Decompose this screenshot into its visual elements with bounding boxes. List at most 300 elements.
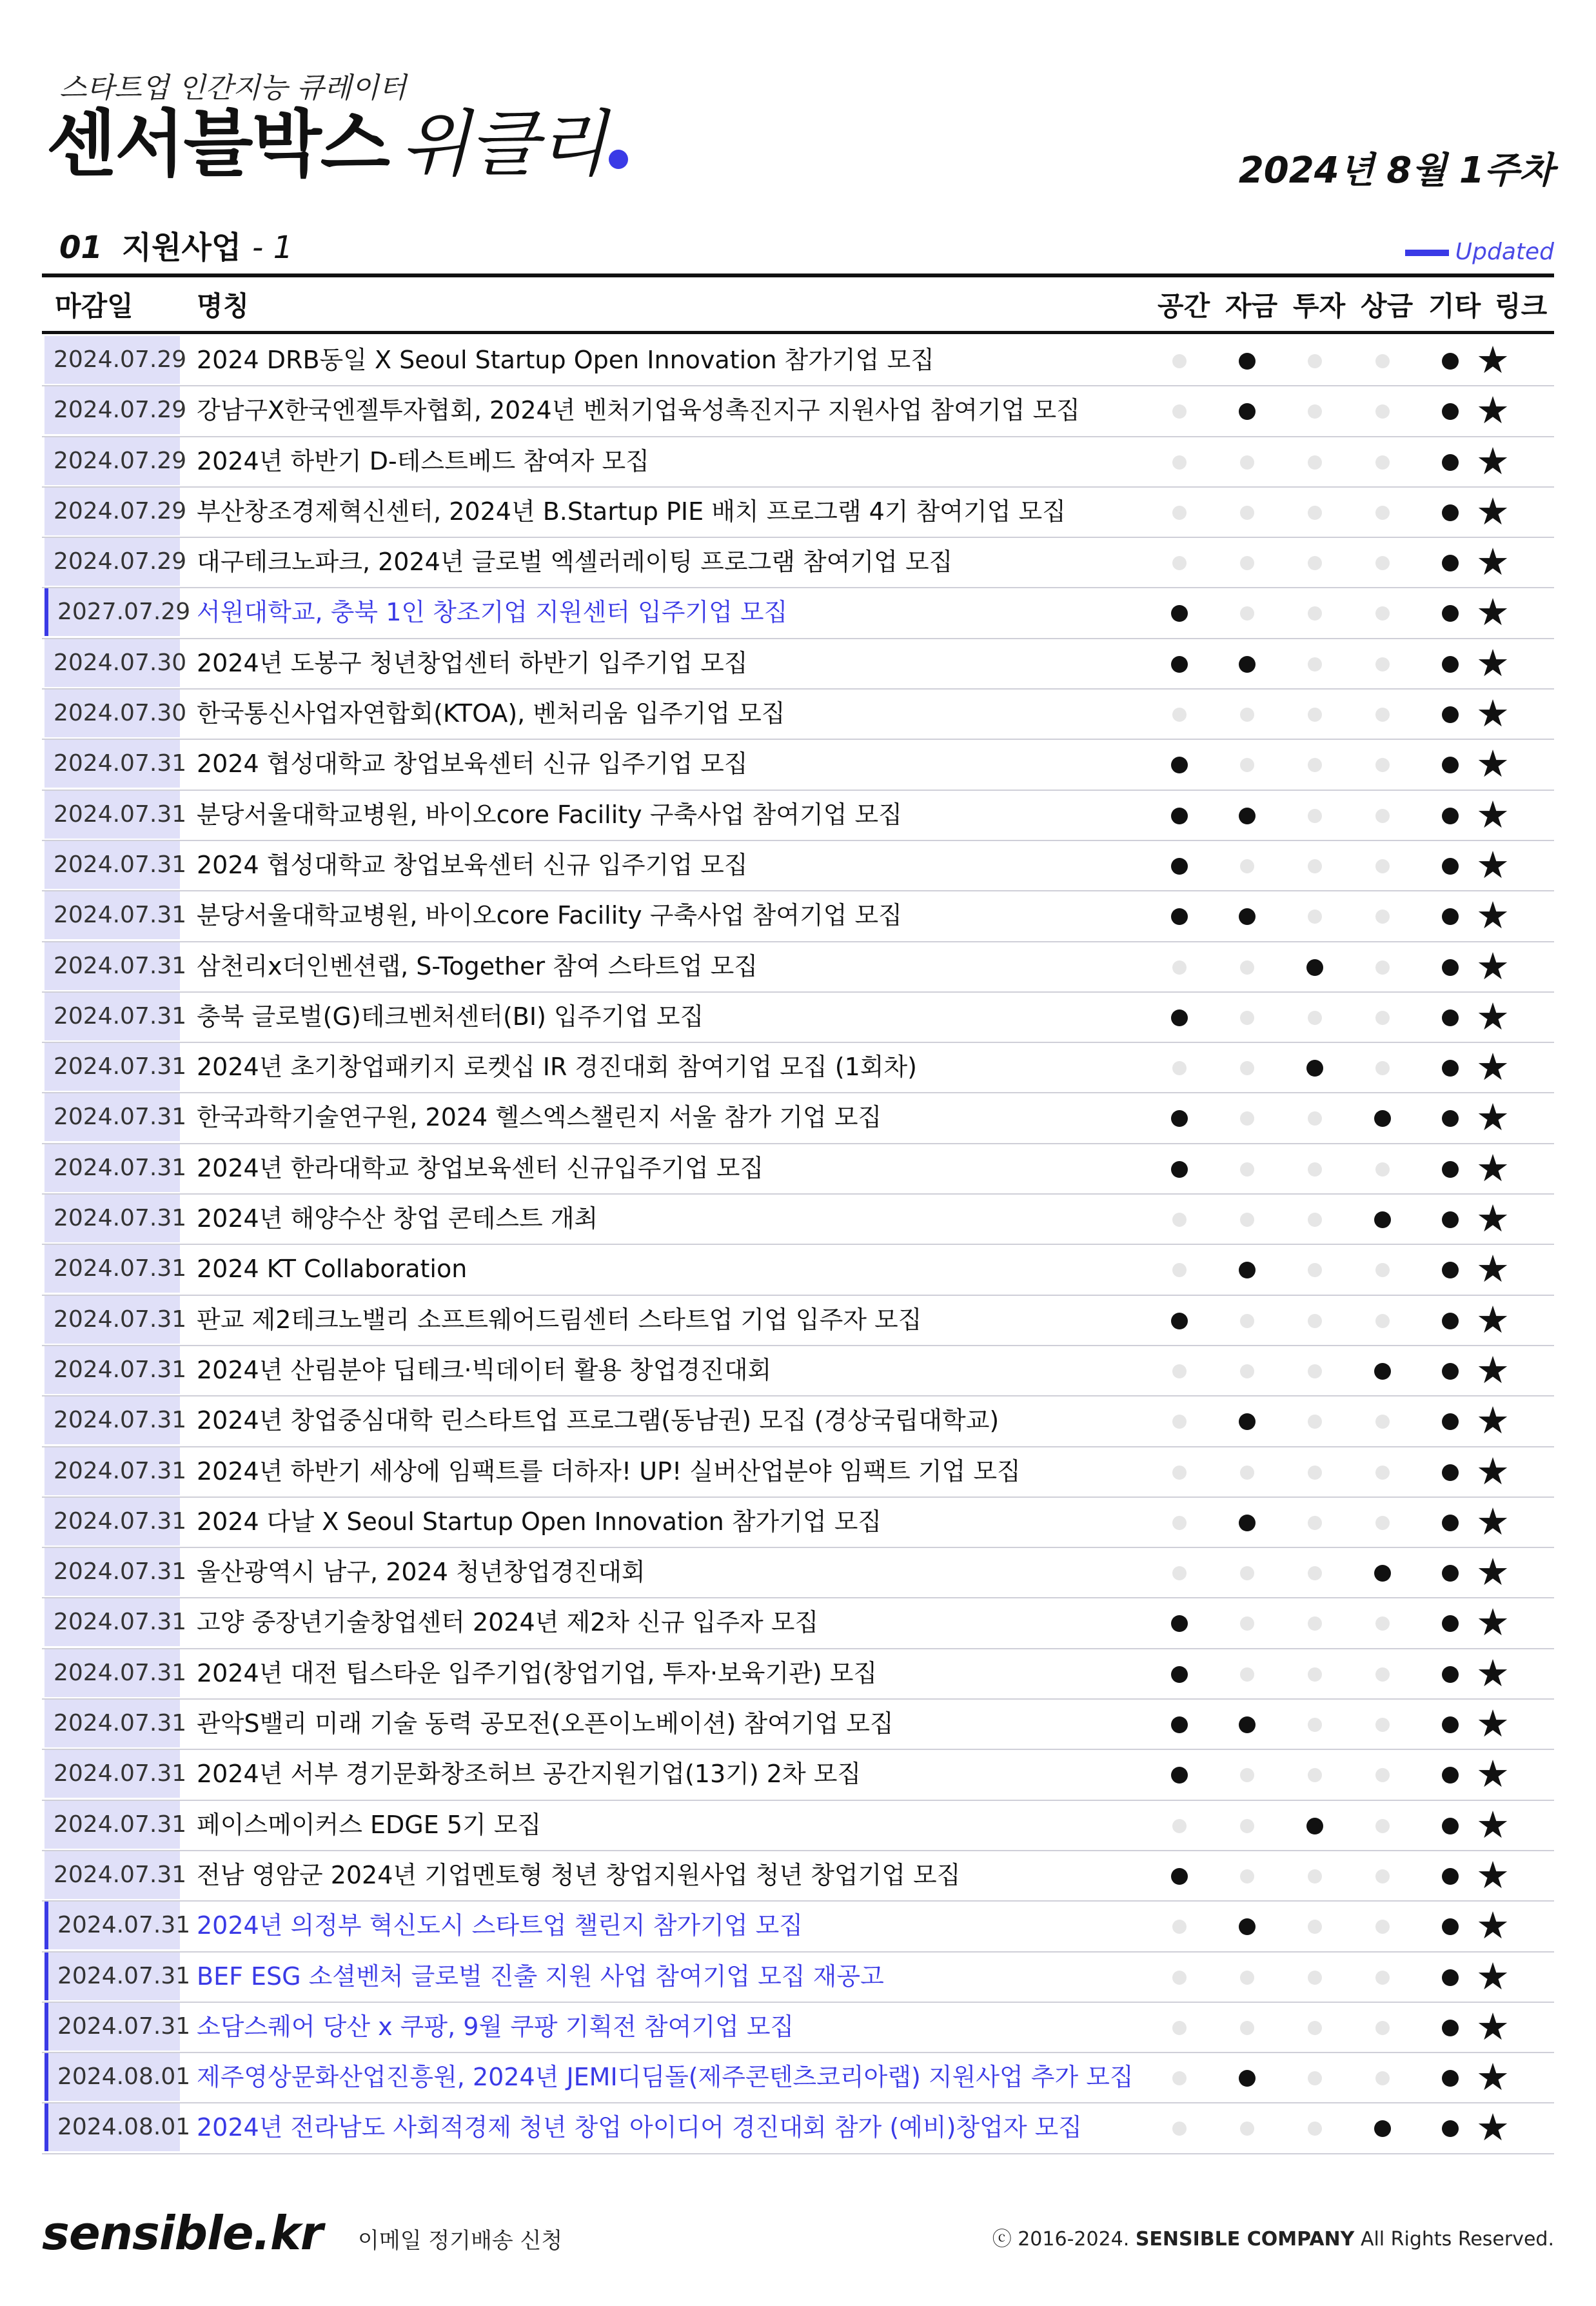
- row-title[interactable]: 울산광역시 남구, 2024 청년창업경진대회: [197, 1558, 645, 1587]
- etc-dot: [1442, 1666, 1459, 1683]
- copyright: [992, 2223, 1554, 2251]
- etc-dot: [1442, 403, 1459, 420]
- section-sub: - 1: [252, 230, 293, 266]
- prize-dot: [1375, 809, 1390, 823]
- etc-dot: [1442, 1363, 1459, 1380]
- table-row: [42, 2053, 1554, 2103]
- invest-dot: [1306, 1818, 1323, 1834]
- etc-dot: [1442, 1716, 1459, 1733]
- row-title[interactable]: 2024 다날 X Seoul Startup Open Innovation 참가기업 모집: [197, 1507, 882, 1536]
- invest-dot: [1308, 1869, 1322, 1884]
- prize-dot: [1375, 455, 1390, 470]
- space-dot: [1172, 1516, 1187, 1530]
- row-deadline: 2024.07.31: [44, 1953, 180, 2000]
- etc-dot: [1442, 454, 1459, 471]
- row-deadline: 2024.07.29: [44, 386, 180, 434]
- table-row: [42, 2103, 1554, 2154]
- prize-dot: [1375, 758, 1390, 772]
- invest-dot: [1308, 1314, 1322, 1328]
- etc-dot: [1442, 656, 1459, 673]
- space-dot: [1172, 1971, 1187, 1985]
- invest-dot: [1308, 506, 1322, 520]
- row-deadline: 2024.07.31: [44, 841, 180, 889]
- prize-dot: [1375, 506, 1390, 520]
- row-deadline: 2024.07.31: [44, 1801, 180, 1849]
- row-deadline: 2024.07.31: [44, 1851, 180, 1899]
- space-dot: [1172, 1566, 1187, 1580]
- link-star-icon[interactable]: ★: [1476, 1045, 1510, 1089]
- fund-dot: [1240, 556, 1254, 570]
- section-name: 지원사업: [121, 230, 242, 266]
- table-row: [42, 1195, 1554, 1245]
- prize-dot: [1375, 909, 1390, 924]
- link-star-icon[interactable]: ★: [1476, 388, 1510, 433]
- space-dot: [1172, 1263, 1187, 1277]
- row-title[interactable]: 2024년 대전 팁스타운 입주기업(창업기업, 투자·보육기관) 모집: [197, 1658, 878, 1687]
- link-star-icon[interactable]: ★: [1476, 439, 1510, 483]
- row-title[interactable]: 2024년 산림분야 딥테크·빅데이터 활용 창업경진대회: [197, 1355, 772, 1384]
- link-star-icon[interactable]: ★: [1476, 1853, 1510, 1897]
- space-dot: [1171, 1009, 1188, 1026]
- invest-dot: [1308, 1516, 1322, 1530]
- link-star-icon[interactable]: ★: [1476, 2055, 1510, 2100]
- space-dot: [1172, 2021, 1187, 2035]
- fund-dot: [1240, 1314, 1254, 1328]
- prize-dot: [1375, 859, 1390, 873]
- row-title[interactable]: 2024 KT Collaboration: [197, 1255, 468, 1284]
- table-row: [42, 1093, 1554, 1144]
- row-deadline: 2024.07.31: [44, 1296, 180, 1344]
- fund-dot: [1240, 1768, 1254, 1782]
- fund-dot: [1239, 808, 1256, 824]
- prize-dot: [1375, 1920, 1390, 1934]
- fund-dot: [1240, 758, 1254, 772]
- row-deadline: 2024.07.31: [44, 891, 180, 939]
- fund-dot: [1239, 1716, 1256, 1733]
- etc-dot: [1442, 1615, 1459, 1632]
- col-link: 링크: [1495, 290, 1548, 322]
- row-title[interactable]: 서원대학교, 충북 1인 창조기업 지원센터 입주기업 모집: [197, 598, 788, 627]
- prize-dot: [1375, 1516, 1390, 1530]
- prize-dot: [1374, 1565, 1391, 1582]
- table-row: [42, 1144, 1554, 1195]
- space-dot: [1172, 1819, 1187, 1833]
- row-deadline: 2024.07.31: [44, 791, 180, 839]
- etc-dot: [1442, 757, 1459, 773]
- invest-dot: [1308, 1364, 1322, 1378]
- row-deadline: 2024.08.01: [44, 2103, 180, 2151]
- row-deadline: 2024.07.31: [44, 993, 180, 1040]
- link-star-icon[interactable]: ★: [1476, 641, 1510, 685]
- space-dot: [1171, 908, 1188, 925]
- table-row: [42, 891, 1554, 942]
- space-dot: [1172, 2122, 1187, 2136]
- fund-dot: [1240, 1971, 1254, 1985]
- table-row: [42, 1397, 1554, 1447]
- invest-dot: [1306, 1060, 1323, 1077]
- fund-dot: [1239, 1262, 1256, 1278]
- prize-dot: [1375, 1415, 1390, 1429]
- row-deadline: 2024.07.31: [44, 1043, 180, 1091]
- row-deadline: 2024.07.31: [44, 1447, 180, 1495]
- etc-dot: [1442, 908, 1459, 925]
- fund-dot: [1240, 1011, 1254, 1025]
- invest-dot: [1308, 1263, 1322, 1277]
- row-title[interactable]: 부산창조경제혁신센터, 2024년 B.Startup PIE 배치 프로그램 4기 참여기업 모집: [197, 497, 1066, 526]
- link-star-icon[interactable]: ★: [1476, 2105, 1510, 2150]
- fund-dot: [1240, 1869, 1254, 1884]
- row-title[interactable]: 2024년 서부 경기문화창조허브 공간지원기업(13기) 2차 모집: [197, 1760, 862, 1789]
- link-star-icon[interactable]: ★: [1476, 1146, 1510, 1190]
- space-dot: [1172, 1364, 1187, 1378]
- col-etc: 기타: [1428, 290, 1481, 322]
- space-dot: [1172, 1213, 1187, 1227]
- invest-dot: [1308, 404, 1322, 419]
- invest-dot: [1308, 758, 1322, 772]
- invest-dot: [1308, 354, 1322, 368]
- invest-dot: [1308, 2071, 1322, 2085]
- fund-dot: [1240, 1566, 1254, 1580]
- row-deadline: 2024.07.30: [44, 639, 180, 687]
- link-star-icon[interactable]: ★: [1476, 1702, 1510, 1746]
- invest-dot: [1308, 1667, 1322, 1682]
- invest-dot: [1308, 2021, 1322, 2035]
- fund-dot: [1239, 2070, 1256, 2087]
- brand-light: 위클리: [400, 103, 606, 186]
- table-row: [42, 690, 1554, 740]
- row-title[interactable]: 페이스메이커스 EDGE 5기 모집: [197, 1810, 542, 1839]
- row-title[interactable]: BEF ESG 소셜벤처 글로벌 진출 지원 사업 참여기업 모집 재공고: [197, 1962, 884, 1991]
- etc-dot: [1442, 1918, 1459, 1935]
- row-deadline: 2024.07.31: [44, 740, 180, 788]
- updated-label: Updated: [1455, 239, 1554, 265]
- etc-dot: [1442, 555, 1459, 572]
- fund-dot: [1240, 1667, 1254, 1682]
- row-title[interactable]: 한국과학기술연구원, 2024 헬스엑스챌린지 서울 참가 기업 모집: [197, 1103, 882, 1132]
- table-row: [42, 1851, 1554, 1902]
- row-title[interactable]: 분당서울대학교병원, 바이오core Facility 구축사업 참여기업 모집: [197, 800, 902, 829]
- invest-dot: [1308, 809, 1322, 823]
- invest-dot: [1308, 556, 1322, 570]
- link-star-icon[interactable]: ★: [1476, 1600, 1510, 1645]
- edition-label: 2024년 8월 1주차: [1238, 150, 1554, 192]
- etc-dot: [1442, 706, 1459, 723]
- fund-dot: [1239, 908, 1256, 925]
- fund-dot: [1239, 353, 1256, 370]
- col-deadline: 마감일: [55, 290, 133, 322]
- link-star-icon[interactable]: ★: [1476, 1954, 1510, 1998]
- invest-dot: [1308, 1466, 1322, 1480]
- row-deadline: 2024.07.31: [44, 942, 180, 990]
- invest-dot: [1308, 909, 1322, 924]
- prize-dot: [1374, 1211, 1391, 1228]
- invest-dot: [1308, 1616, 1322, 1631]
- link-star-icon[interactable]: ★: [1476, 944, 1510, 988]
- invest-dot: [1308, 1415, 1322, 1429]
- row-deadline: 2024.07.31: [44, 1750, 180, 1798]
- link-star-icon[interactable]: ★: [1476, 1802, 1510, 1847]
- table-row: [42, 1902, 1554, 1952]
- rights-text: All Rights Reserved.: [1360, 2228, 1554, 2251]
- invest-dot: [1308, 1768, 1322, 1782]
- prize-dot: [1375, 1314, 1390, 1328]
- fund-dot: [1240, 859, 1254, 873]
- prize-dot: [1375, 1162, 1390, 1177]
- link-star-icon[interactable]: ★: [1476, 1095, 1510, 1140]
- etc-dot: [1442, 2070, 1459, 2087]
- prize-dot: [1375, 1768, 1390, 1782]
- link-star-icon[interactable]: ★: [1476, 842, 1510, 887]
- space-dot: [1172, 1920, 1187, 1934]
- link-star-icon[interactable]: ★: [1476, 1347, 1510, 1392]
- etc-dot: [1442, 605, 1459, 622]
- row-deadline: 2024.07.29: [44, 336, 180, 384]
- etc-dot: [1442, 1009, 1459, 1026]
- row-title[interactable]: 2024년 도봉구 청년창업센터 하반기 입주기업 모집: [197, 648, 748, 677]
- space-dot: [1172, 2071, 1187, 2085]
- fund-dot: [1240, 1819, 1254, 1833]
- row-deadline: 2024.07.31: [44, 1902, 180, 1949]
- prize-dot: [1374, 1363, 1391, 1380]
- invest-dot: [1308, 1162, 1322, 1177]
- space-dot: [1172, 455, 1187, 470]
- invest-dot: [1308, 1011, 1322, 1025]
- row-deadline: 2027.07.29: [44, 588, 180, 636]
- link-star-icon[interactable]: ★: [1476, 1651, 1510, 1695]
- invest-dot: [1308, 1718, 1322, 1732]
- table-row: [42, 841, 1554, 891]
- link-star-icon[interactable]: ★: [1476, 540, 1510, 584]
- table-row: [42, 1245, 1554, 1295]
- table-row: [42, 1043, 1554, 1093]
- copyright-prefix: ⓒ 2016-2024.: [992, 2228, 1130, 2251]
- invest-dot: [1308, 657, 1322, 671]
- fund-dot: [1240, 455, 1254, 470]
- etc-dot: [1442, 808, 1459, 824]
- link-star-icon[interactable]: ★: [1476, 338, 1510, 382]
- link-star-icon[interactable]: ★: [1476, 1550, 1510, 1595]
- link-star-icon[interactable]: ★: [1476, 1499, 1510, 1544]
- footer-logo[interactable]: sensible.kr: [42, 2206, 323, 2260]
- table-row: [42, 1801, 1554, 1851]
- prize-dot: [1375, 1718, 1390, 1732]
- row-deadline: 2024.07.31: [44, 1598, 180, 1646]
- row-deadline: 2024.07.31: [44, 1346, 180, 1394]
- row-title[interactable]: 소담스퀘어 당산 x 쿠팡, 9월 쿠팡 기획전 참여기업 모집: [197, 2012, 794, 2041]
- fund-dot: [1240, 1466, 1254, 1480]
- row-title[interactable]: 2024 협성대학교 창업보육센터 신규 입주기업 모집: [197, 850, 748, 879]
- etc-dot: [1442, 858, 1459, 875]
- link-star-icon[interactable]: ★: [1476, 691, 1510, 736]
- prize-dot: [1375, 1263, 1390, 1277]
- fund-dot: [1240, 1213, 1254, 1227]
- row-deadline: 2024.07.31: [44, 1548, 180, 1596]
- table-top-rule: [42, 273, 1554, 277]
- prize-dot: [1375, 1011, 1390, 1025]
- prize-dot: [1375, 1819, 1390, 1833]
- etc-dot: [1442, 1262, 1459, 1278]
- link-star-icon[interactable]: ★: [1476, 1197, 1510, 1241]
- space-dot: [1171, 1767, 1188, 1784]
- row-deadline: 2024.07.30: [44, 690, 180, 737]
- table-row: [42, 1296, 1554, 1346]
- brand-title: [46, 103, 628, 186]
- table-row: [42, 1598, 1554, 1649]
- link-star-icon[interactable]: ★: [1476, 893, 1510, 938]
- table-row: [42, 588, 1554, 639]
- table-row: [42, 993, 1554, 1043]
- col-space: 공간: [1158, 290, 1210, 322]
- space-dot: [1171, 1868, 1188, 1885]
- row-title[interactable]: 한국통신사업자연합회(KTOA), 벤처리움 입주기업 모집: [197, 699, 785, 728]
- space-dot: [1172, 960, 1187, 975]
- fund-dot: [1239, 1515, 1256, 1531]
- row-title[interactable]: 2024년 하반기 D-테스트베드 참여자 모집: [197, 446, 649, 475]
- table-row: [42, 538, 1554, 588]
- table-row: [42, 740, 1554, 790]
- row-deadline: 2024.07.31: [44, 1245, 180, 1293]
- invest-dot: [1308, 1111, 1322, 1126]
- row-title[interactable]: 2024 협성대학교 창업보육센터 신규 입주기업 모집: [197, 750, 748, 779]
- space-dot: [1171, 1161, 1188, 1178]
- space-dot: [1171, 1716, 1188, 1733]
- etc-dot: [1442, 1313, 1459, 1329]
- invest-dot: [1306, 959, 1323, 976]
- prize-dot: [1374, 2120, 1391, 2137]
- row-title[interactable]: 2024년 전라남도 사회적경제 청년 창업 아이디어 경진대회 참가 (예비)창업자 모집: [197, 2113, 1083, 2142]
- link-star-icon[interactable]: ★: [1476, 742, 1510, 786]
- prize-dot: [1375, 2071, 1390, 2085]
- etc-dot: [1442, 1211, 1459, 1228]
- table-row: [42, 1498, 1554, 1548]
- row-title[interactable]: 대구테크노파크, 2024년 글로벌 엑셀러레이팅 프로그램 참여기업 모집: [197, 548, 953, 577]
- fund-dot: [1240, 1061, 1254, 1075]
- link-star-icon[interactable]: ★: [1476, 994, 1510, 1039]
- link-star-icon[interactable]: ★: [1476, 1398, 1510, 1443]
- space-dot: [1172, 556, 1187, 570]
- row-title[interactable]: 분당서울대학교병원, 바이오core Facility 구축사업 참여기업 모집: [197, 901, 902, 930]
- row-title[interactable]: 전남 영암군 2024년 기업멘토형 청년 창업지원사업 청년 창업기업 모집: [197, 1860, 961, 1889]
- table-row: [42, 639, 1554, 690]
- space-dot: [1171, 1615, 1188, 1632]
- updated-legend: [1405, 239, 1554, 265]
- space-dot: [1172, 354, 1187, 368]
- space-dot: [1171, 808, 1188, 824]
- invest-dot: [1308, 1213, 1322, 1227]
- link-star-icon[interactable]: ★: [1476, 489, 1510, 533]
- space-dot: [1172, 506, 1187, 520]
- brand-bold: 센서블박스: [46, 103, 389, 186]
- table-row: [42, 437, 1554, 488]
- row-title[interactable]: 관악S밸리 미래 기술 동력 공모전(오픈이노베이션) 참여기업 모집: [197, 1709, 894, 1738]
- row-title[interactable]: 2024년 창업중심대학 린스타트업 프로그램(동남권) 모집 (경상국립대학교): [197, 1406, 1000, 1435]
- row-title[interactable]: 2024년 초기창업패키지 로켓십 IR 경진대회 참여기업 모집 (1회차): [197, 1053, 917, 1082]
- link-star-icon[interactable]: ★: [1476, 590, 1510, 635]
- subscribe-link[interactable]: 이메일 정기배송 신청: [358, 2228, 563, 2254]
- etc-dot: [1442, 2020, 1459, 2036]
- link-star-icon[interactable]: ★: [1476, 1903, 1510, 1948]
- fund-dot: [1240, 506, 1254, 520]
- prize-dot: [1375, 1061, 1390, 1075]
- etc-dot: [1442, 1161, 1459, 1178]
- row-title[interactable]: 고양 중장년기술창업센터 2024년 제2차 신규 입주자 모집: [197, 1608, 819, 1637]
- program-table: [42, 336, 1554, 2154]
- row-title[interactable]: 2024년 해양수산 창업 콘테스트 개최: [197, 1204, 598, 1233]
- link-star-icon[interactable]: ★: [1476, 1297, 1510, 1342]
- invest-dot: [1308, 708, 1322, 722]
- space-dot: [1172, 708, 1187, 722]
- link-star-icon[interactable]: ★: [1476, 792, 1510, 837]
- link-star-icon[interactable]: ★: [1476, 1449, 1510, 1493]
- row-deadline: 2024.07.31: [44, 1144, 180, 1192]
- row-title[interactable]: 판교 제2테크노밸리 소프트웨어드림센터 스타트업 기업 입주자 모집: [197, 1305, 922, 1334]
- space-dot: [1172, 404, 1187, 419]
- section-title: [59, 223, 293, 267]
- table-row: [42, 386, 1554, 437]
- fund-dot: [1240, 960, 1254, 975]
- prize-dot: [1375, 2021, 1390, 2035]
- etc-dot: [1442, 1767, 1459, 1784]
- prize-dot: [1374, 1110, 1391, 1127]
- col-name: 명칭: [197, 290, 250, 322]
- space-dot: [1171, 1110, 1188, 1127]
- col-prize: 상금: [1361, 290, 1414, 322]
- etc-dot: [1442, 1060, 1459, 1077]
- col-invest: 투자: [1293, 290, 1346, 322]
- row-title[interactable]: 삼천리x더인벤션랩, S-Together 참여 스타트업 모집: [197, 951, 758, 980]
- row-title[interactable]: 2024년 의정부 혁신도시 스타트업 챌린지 참가기업 모집: [197, 1911, 803, 1940]
- etc-dot: [1442, 959, 1459, 976]
- fund-dot: [1240, 1162, 1254, 1177]
- row-deadline: 2024.08.01: [44, 2053, 180, 2101]
- row-title[interactable]: 2024년 한라대학교 창업보육센터 신규입주기업 모집: [197, 1153, 764, 1182]
- link-star-icon[interactable]: ★: [1476, 1752, 1510, 1796]
- row-deadline: 2024.07.31: [44, 1649, 180, 1697]
- fund-dot: [1240, 2021, 1254, 2035]
- etc-dot: [1442, 1868, 1459, 1885]
- row-title[interactable]: 제주영상문화산업진흥원, 2024년 JEMI디딤돌(제주콘텐츠코리아랩) 지원사업 추가 모집: [197, 2063, 1134, 2092]
- fund-dot: [1239, 1918, 1256, 1935]
- invest-dot: [1308, 1566, 1322, 1580]
- space-dot: [1172, 1415, 1187, 1429]
- link-star-icon[interactable]: ★: [1476, 1247, 1510, 1291]
- prize-dot: [1375, 556, 1390, 570]
- row-deadline: 2024.07.31: [44, 2003, 180, 2051]
- row-deadline: 2024.07.31: [44, 1498, 180, 1546]
- fund-dot: [1240, 1111, 1254, 1126]
- row-deadline: 2024.07.29: [44, 437, 180, 485]
- row-deadline: 2024.07.31: [44, 1195, 180, 1242]
- space-dot: [1171, 1313, 1188, 1329]
- row-title[interactable]: 2024 DRB동일 X Seoul Startup Open Innovation 참가기업 모집: [197, 346, 934, 374]
- etc-dot: [1442, 1413, 1459, 1430]
- prize-dot: [1375, 657, 1390, 671]
- row-deadline: 2024.07.29: [44, 538, 180, 586]
- fund-dot: [1240, 1616, 1254, 1631]
- row-title[interactable]: 2024년 하반기 세상에 임팩트를 더하자! UP! 실버산업분야 임팩트 기업 모집: [197, 1456, 1021, 1486]
- row-title[interactable]: 강남구X한국엔젤투자협회, 2024년 벤처기업육성촉진지구 지원사업 참여기업 모집: [197, 396, 1080, 425]
- invest-dot: [1308, 455, 1322, 470]
- etc-dot: [1442, 1818, 1459, 1834]
- row-title[interactable]: 충북 글로벌(G)테크벤처센터(BI) 입주기업 모집: [197, 1002, 704, 1031]
- invest-dot: [1308, 606, 1322, 621]
- link-star-icon[interactable]: ★: [1476, 2004, 1510, 2049]
- prize-dot: [1375, 606, 1390, 621]
- table-row: [42, 1649, 1554, 1700]
- etc-dot: [1442, 1515, 1459, 1531]
- table-row: [42, 488, 1554, 538]
- space-dot: [1171, 1666, 1188, 1683]
